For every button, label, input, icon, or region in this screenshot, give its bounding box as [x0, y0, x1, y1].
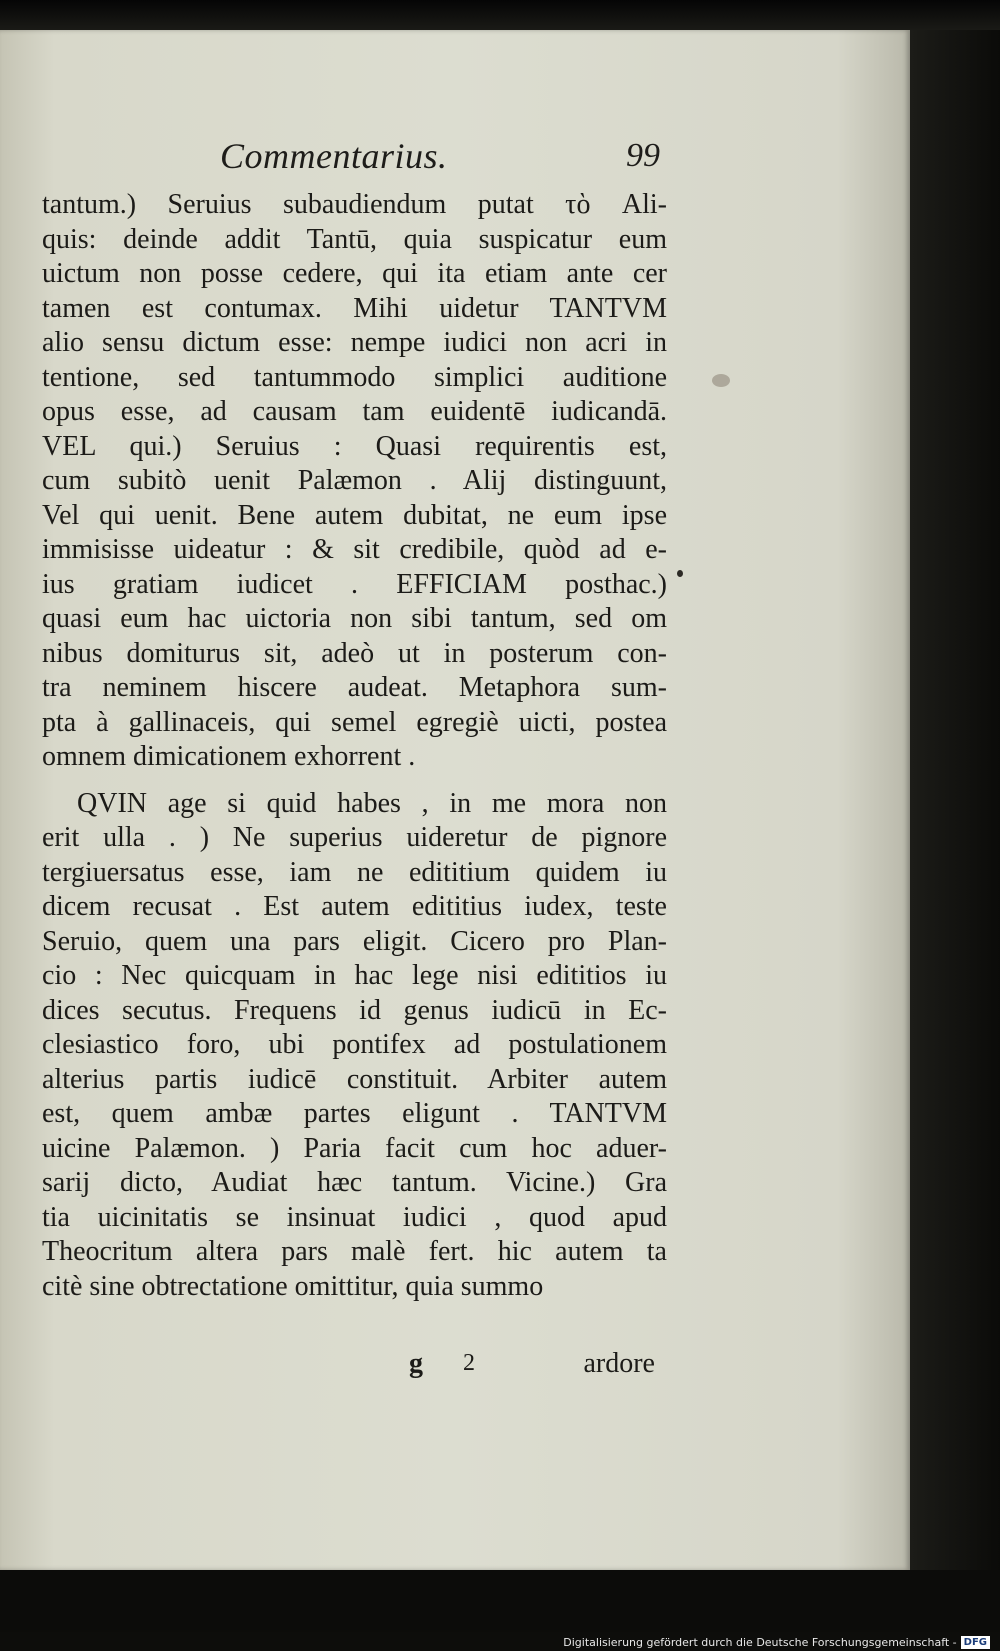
- text-line: sarij dicto, Audiat hæc tantum. Vicine.) Gra: [42, 1167, 667, 1198]
- text-line: VEL qui.) Seruius : Quasi requirentis est,: [42, 430, 667, 462]
- text-line: tentione, sed tantummodo simplici auditione: [42, 361, 667, 393]
- text-line: cum subitò uenit Palæmon . Alij distinguunt,: [42, 465, 667, 496]
- scan-bottom-band: [0, 1570, 1000, 1632]
- text-line: omnem dimicationem exhorrent .: [42, 741, 416, 772]
- text-line: uicine Palæmon. ) Paria facit cum hoc aduer-: [42, 1132, 667, 1164]
- scan-top-edge: [0, 0, 1000, 30]
- paragraph-gap: [42, 775, 667, 787]
- credit-text: Digitalisierung gefördert durch die Deutsche Forschungsgemeinschaft -: [563, 1635, 957, 1649]
- text-line: immisisse uideatur : & sit credibile, quòd ad e-: [42, 534, 667, 565]
- text-line: alio sensu dictum esse: nempe iudici non acri in: [42, 327, 667, 358]
- body-text: [42, 188, 667, 1304]
- text-line: est, quem ambæ partes eligunt . TANTVM: [42, 1098, 667, 1129]
- dfg-logo: DFG: [961, 1636, 990, 1649]
- running-head-title: Commentarius.: [220, 136, 448, 176]
- text-line: Vel qui uenit. Bene autem dubitat, ne eum ipse: [42, 499, 667, 531]
- digitization-credit: [563, 1635, 990, 1649]
- text-line: clesiastico foro, ubi pontifex ad postulationem: [42, 1029, 667, 1060]
- text-line: pta à gallinaceis, qui semel egregiè uicti, postea: [42, 706, 667, 738]
- text-line: Seruio, quem una pars eligit. Cicero pro Plan-: [42, 925, 667, 957]
- text-line: cio : Nec quicquam in hac lege nisi edititios iu: [42, 960, 667, 991]
- text-line: tra neminem hiscere audeat. Metaphora sum-: [42, 672, 667, 703]
- text-line: nibus domiturus sit, adeò ut in posterum con-: [42, 637, 667, 669]
- text-line: quasi eum hac uictoria non sibi tantum, sed om: [42, 603, 667, 634]
- text-line: tantum.) Seruius subaudiendum putat τὸ Ali-: [42, 189, 667, 220]
- running-head: [220, 135, 660, 185]
- text-line: ius gratiam iudicet . EFFICIAM posthac.): [42, 568, 667, 600]
- page-footer-marks: [405, 1348, 655, 1388]
- text-line: tamen est contumax. Mihi uidetur TANTVM: [42, 292, 667, 324]
- text-line: opus esse, ad causam tam euidentē iudicandā.: [42, 396, 667, 427]
- text-line: dicem recusat . Est autem edititius iudex, teste: [42, 891, 667, 922]
- text-line: tia uicinitatis se insinuat iudici , quod apud: [42, 1201, 667, 1233]
- text-line: citè sine obtrectatione omittitur, quia summo: [42, 1270, 544, 1302]
- text-line: dices secutus. Frequens id genus iudicū in Ec-: [42, 994, 667, 1026]
- paper-stain: [712, 374, 730, 387]
- gutter-shadow: [910, 30, 1000, 1570]
- signature-mark: g: [409, 1348, 423, 1379]
- text-line: alterius partis iudicē constituit. Arbiter autem: [42, 1063, 667, 1095]
- ink-dot: [677, 570, 683, 577]
- text-line: quis: deinde addit Tantū, quia suspicatur eum: [42, 223, 667, 255]
- text-line: QVIN age si quid habes , in me mora non: [77, 787, 667, 819]
- text-line: erit ulla . ) Ne superius uideretur de pignore: [42, 822, 667, 853]
- catchword: ardore: [583, 1348, 655, 1379]
- signature-number: 2: [463, 1350, 475, 1376]
- text-line: uictum non posse cedere, qui ita etiam ante cer: [42, 258, 667, 289]
- page-number: 99: [626, 137, 660, 174]
- text-line: tergiuersatus esse, iam ne edititium quidem iu: [42, 856, 667, 888]
- text-line: Theocritum altera pars malè fert. hic autem ta: [42, 1236, 667, 1267]
